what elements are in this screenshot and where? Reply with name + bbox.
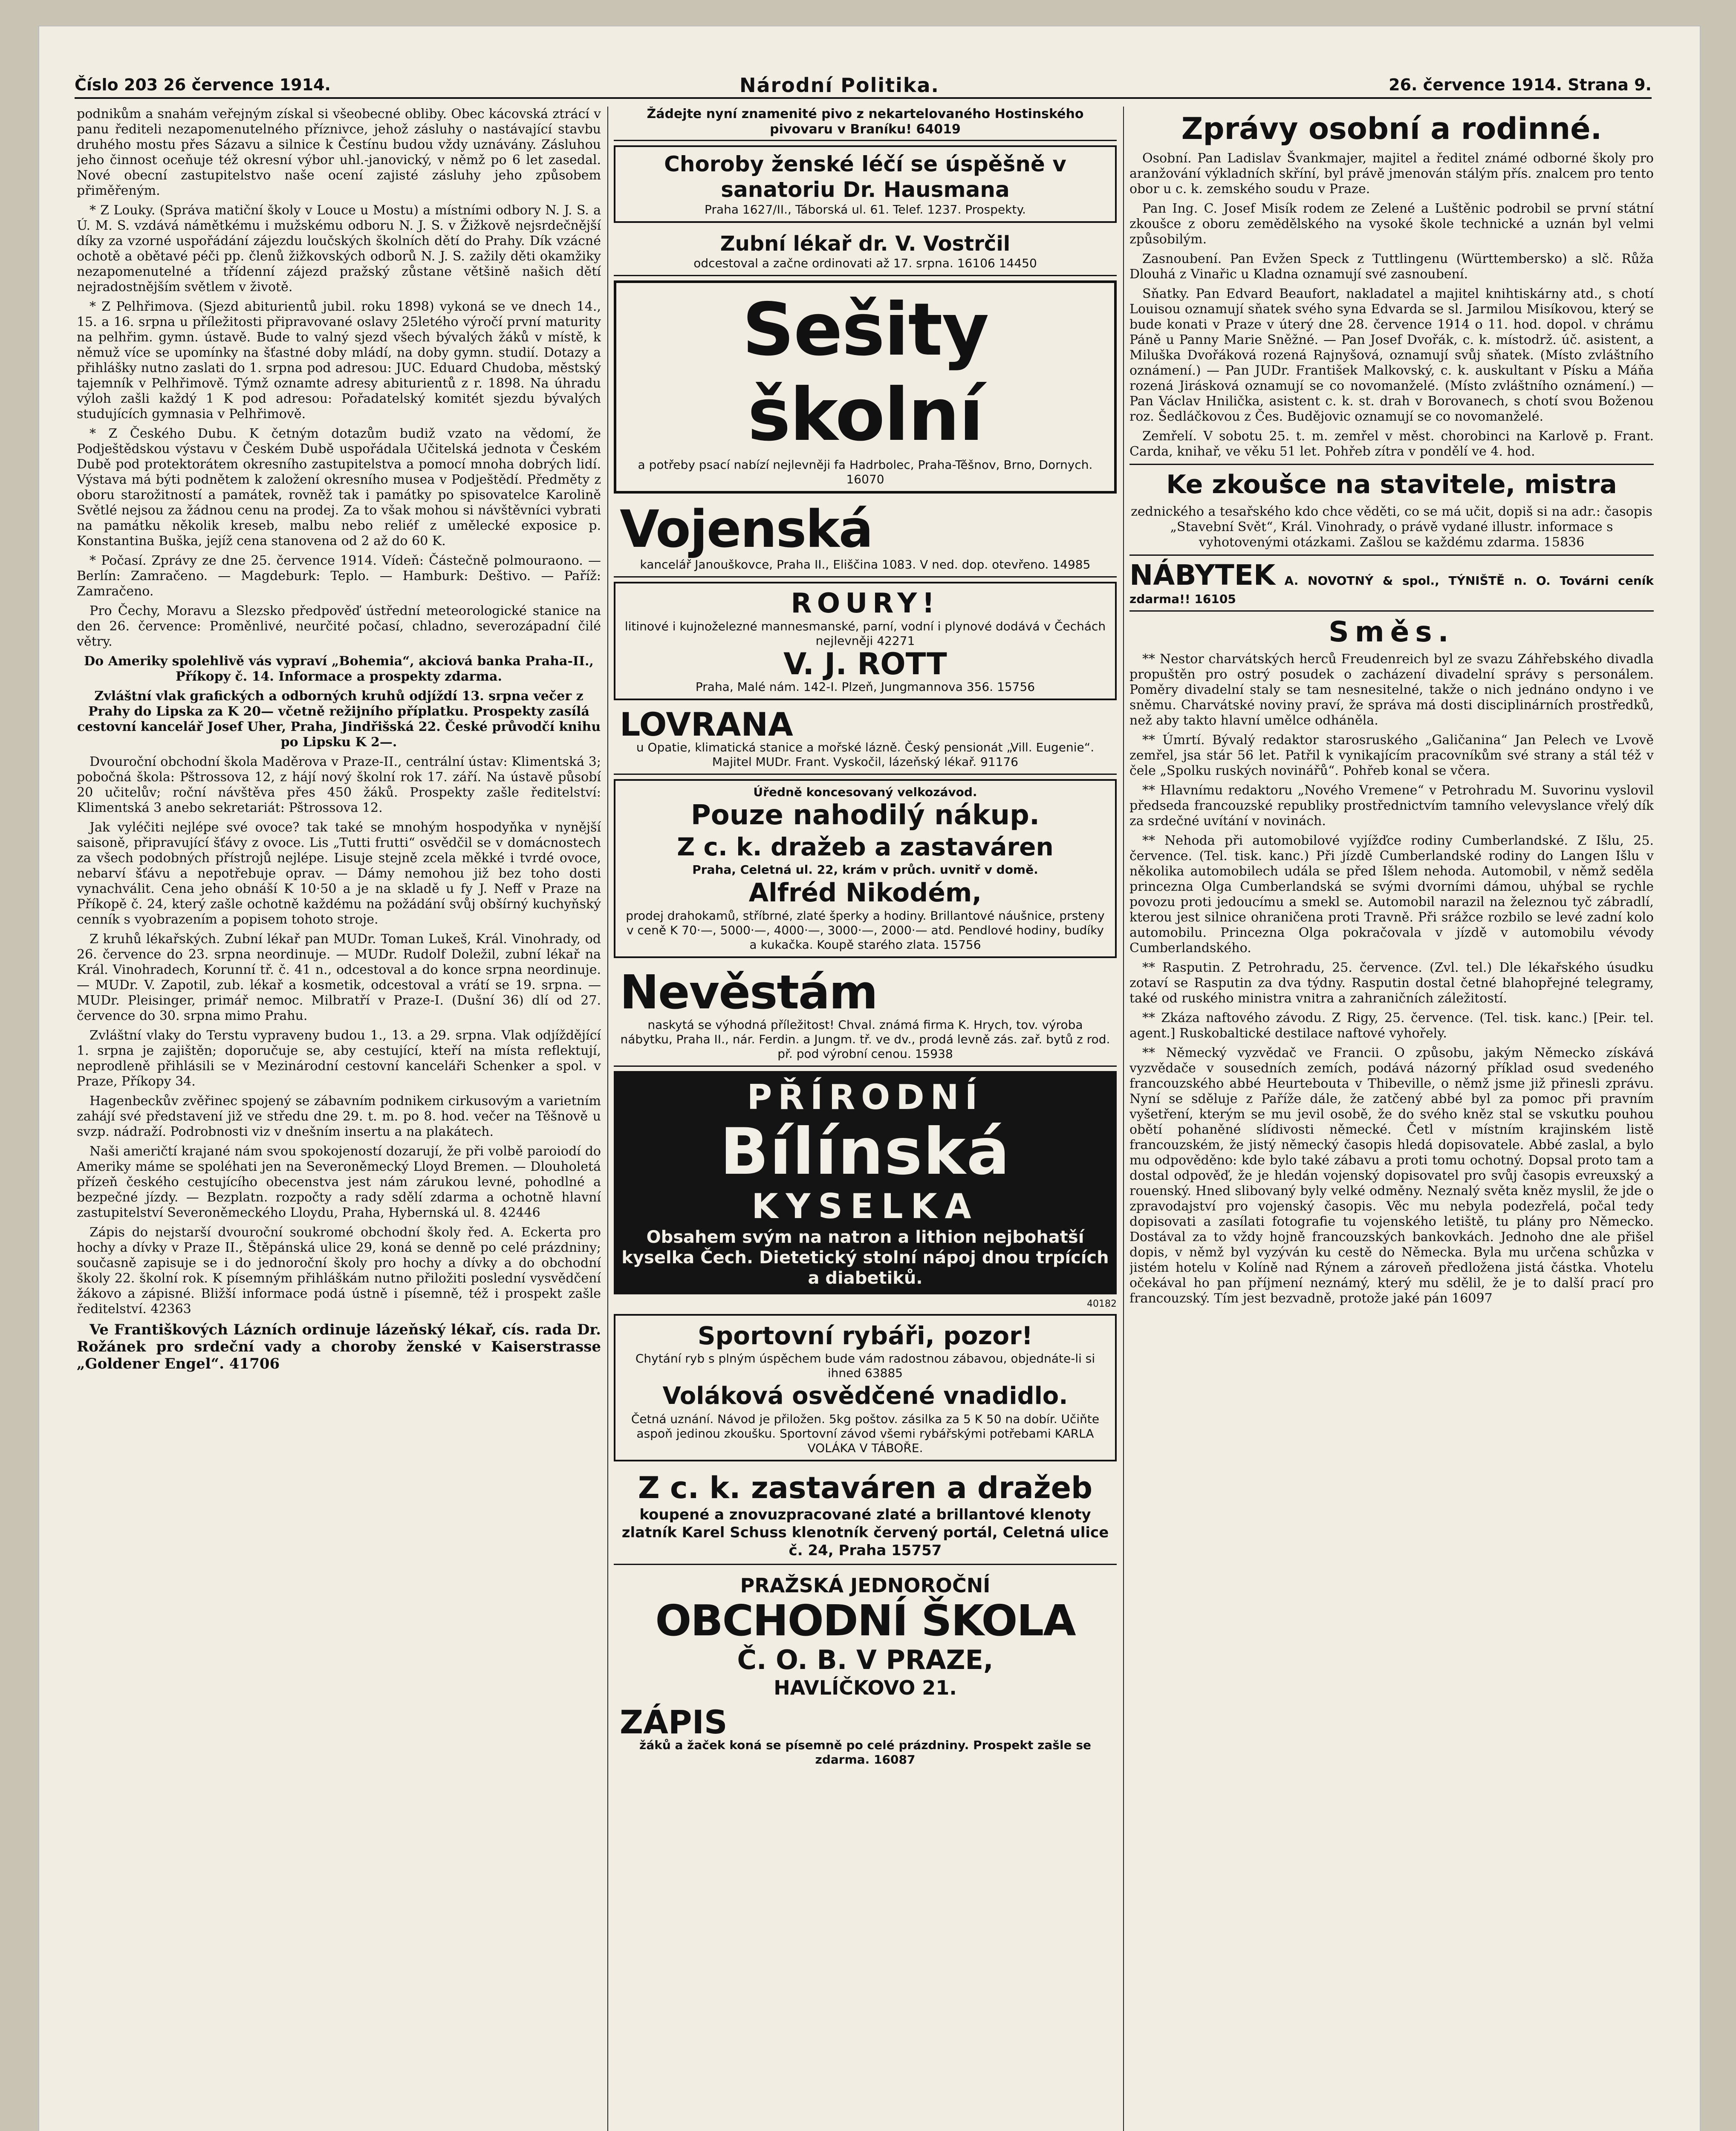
- ad-bilinska-line4: Obsahem svým na natron a lithion nejbohatší kyselka Čech. Dietetický stolní nápoj dnou trpících a diabetiků.: [621, 1227, 1109, 1288]
- ad-zastav-title: Z c. k. zastaváren a dražeb: [638, 1470, 1093, 1505]
- ad-nakup-addr: Praha, Celetná ul. 22, krám v průch. uvnitř v domě.: [692, 863, 1038, 877]
- ad-skola-line3: Č. O. B. V PRAZE,: [737, 1644, 994, 1675]
- ad-rott-sub: Praha, Malé nám. 142-I. Plzeň, Jungmannova 356. 15756: [695, 680, 1035, 694]
- ad-skola: [614, 1569, 1117, 1771]
- ad-roury-sub: litinové i kujnoželezné mannesmanské, parní, vodní i plynové dodává v Čechách nejlevněji 42271: [624, 619, 1106, 648]
- article-paragraph: ** Nestor charvátských herců Freudenreich byl ze svazu Záhřebského divadla propuštěn pro ostrý posudek o zacházení divadelní správy s personálem. Poměry divadelní staly se tam nesnesitelné, takže o nich jednáno ondyno i ve sněmu. Charvátské noviny praví, že správa má dosti disciplinárních prostředků, než aby takto hlavní umělce odháněla.: [1129, 652, 1654, 728]
- ad-roury: [614, 582, 1117, 700]
- ad-volak-sub: Četná uznání. Návod je přiložen. 5kg poštov. zásilka za 5 K 50 na dobír. Učiňte aspoň jedinou zkoušku. Sportovní závod všemi rybářskými potřebami KARLA VOLÁKA V TÁBOŘE.: [631, 1412, 1100, 1455]
- ad-zapis-sub: žáků a žaček koná se písemně po celé prázdniny. Prospekt zašle se zdarma. 16087: [639, 1738, 1091, 1767]
- ad-nevestam: [614, 962, 1117, 1067]
- article-paragraph: Jak vyléčiti nejlépe své ovoce? tak také se mnohým hospodyňka v nynější saisoně, připravující šťávy z ovoce. Lis „Tutti frutti“ osvědčil se v domácnostech za všech podobných přístrojů nejlépe. Lisuje stejně zcela měkké i tvrdé ovoce, nebarví šťávu a nepotřebuje oprav. — Dámy nemohou již bez toho dosti vynachválit. Cena jeho obnáší K 10·50 a je na skladě u fy J. Neff v Praze na Příkopě č. 24, který zašle ochotně každému na požádání svůj obšírný kuchyňský cenník s vyobrazením a popisem tohoto stroje.: [77, 820, 601, 927]
- article-paragraph: podnikům a snahám veřejným získal si všeobecné obliby. Obec kácovská ztrácí v panu řediteli nezapomenutelného příznivce, jehož zásluhy o nastávající stavbu druhého mostu přes Sázavu a silnice k Čestínu budou vždy uznávány. Zásluhou jeho činnost oceňuje též okresní výbor uhl.-janovický, v němž po 6 let zasedal. Nové obecní zastupitelstvo naše ocení zajisté zásluhy jeho způsobem přiměřeným.: [77, 107, 601, 198]
- article-paragraph: ** Zkáza naftového závodu. Z Rigy, 25. července. (Tel. tisk. kanc.) [Peir. tel. agent.] Ruskobaltické destilace naftové vyhořely.: [1129, 1011, 1654, 1041]
- ad-nakup-title2: Z c. k. dražeb a zastaváren: [677, 832, 1054, 861]
- ad-mistra-title: Ke zkoušce na stavitele, mistra: [1166, 470, 1617, 500]
- ad-hausmann: [614, 145, 1117, 223]
- masthead-title: Národní Politika.: [739, 74, 940, 97]
- ad-lovrana: [614, 705, 1117, 775]
- ad-nakup-head: Úředně koncesovaný velkozávod.: [753, 785, 977, 799]
- masthead: [75, 70, 1652, 100]
- ad-bilinska-line3: KYSELKA: [751, 1187, 979, 1226]
- divider: [1129, 464, 1654, 465]
- notice-paragraph: Do Ameriky spolehlivě vás vypraví „Bohemia“, akciová banka Praha-II., Příkopy č. 14. Informace a prospekty zdarma.: [84, 654, 594, 684]
- ad-hausmann-sub: Praha 1627/II., Táborská ul. 61. Telef. 1237. Prospekty.: [705, 202, 1026, 217]
- masthead-date-page: 26. července 1914. Strana 9.: [1389, 75, 1652, 94]
- ad-nikodem-title: Alfréd Nikodém,: [748, 878, 982, 908]
- article-paragraph: ** Úmrtí. Bývalý redaktor starosruského „Galičanina“ Jan Pelech ve Lvově zemřel, jsa stár 56 let. Patřil k vynikajícím pracovníkům své strany a stál též v čele „Spolku ruských novinářů“. Pohřeb konal se včera.: [1129, 733, 1654, 778]
- notice-paragraph: Zvláštní vlak grafických a odborných kruhů odjíždí 13. srpna večer z Prahy do Lipska za K 20— včetně režijního příplatku. Prospekty zasílá cestovní kancelář Josef Uher, Praha, Jindřišská 22. České průvodčí knihu po Lipsku K 2—.: [77, 689, 601, 750]
- ad-rybari: [614, 1314, 1117, 1461]
- article-paragraph: Dvouroční obchodní škola Maděrova v Praze-II., centrální ústav: Klimentská 3; pobočná škola: Pštrossova 12, z hájí nový školní rok 17. září. Na ústavě působí 20 učitelův; roční návštěva přes 450 žáků. Prospekty zašle ředitelství: Klimentská 3 anebo sekretariát: Pštrossova 12.: [77, 754, 601, 815]
- ad-pivo: Žádejte nyní znamenité pivo z nekartelovaného Hostinského pivovaru v Braníku! 64019: [614, 107, 1117, 141]
- ad-bilinska-line1: PŘÍRODNÍ: [747, 1077, 984, 1117]
- masthead-rule: [75, 97, 1652, 99]
- ad-hausmann-title: Choroby ženské léčí se úspěšně v sanatoriu Dr. Hausmana: [664, 152, 1066, 202]
- masthead-issue: Číslo 203 26 července 1914.: [75, 75, 331, 94]
- column-3: [1129, 107, 1654, 2131]
- ad-zastav-sub: koupené a znovuzpracované zlaté a brillantové klenoty zlatník Karel Schuss klenotník červený portál, Celetná ulice č. 24, Praha 15757: [621, 1506, 1109, 1559]
- article-paragraph: Zemřelí. V sobotu 25. t. m. zemřel v měst. chorobinci na Karlově p. Frant. Carda, knihař, ve věku 51 let. Pohřeb zítra v pondělí ve 4. hod.: [1129, 429, 1654, 459]
- ad-nakup-title: Pouze nahodilý nákup.: [690, 800, 1040, 831]
- article-paragraph: ** Hlavnímu redaktoru „Nového Vremene“ v Petrohradu M. Suvorinu vyslovil předseda francouzské republiky prostřednictvím tamního velevyslance vřelý dík za srdečné uvítání v novinách.: [1129, 783, 1654, 829]
- article-paragraph: Zasnoubení. Pan Evžen Speck z Tuttlingenu (Württembersko) a slč. Růža Dlouhá z Vinařic u Kladna oznamují své zasnoubení.: [1129, 251, 1654, 282]
- ad-sesity-title: Sešity školní: [742, 288, 988, 457]
- ad-bilinska-line2: Bílínská: [720, 1115, 1011, 1189]
- article-paragraph: ** Rasputin. Z Petrohradu, 25. července. (Zvl. tel.) Dle lékařského úsudku zotaví se Rasputin za dva týdny. Rasputin dostal četné blahopřejné telegramy, také od ruského ministra vnitra a zahraničních záležitostí.: [1129, 960, 1654, 1006]
- article-paragraph: Zápis do nejstarší dvouroční soukromé obchodní školy řed. A. Eckerta pro hochy a dívky v Praze II., Štěpánská ulice 29, koná se denně po celé prázdniny; současně zapisuje se i do jednoroční školy pro hochy a dívky a do obchodní školy 22. školní rok. K písemným přihláškám nutno přiložiti poslední vysvědčení žákovo a zápisné. Bližší informace podá ústně i písemně, též i prospekt zašle ředitelství. 42363: [77, 1225, 601, 1317]
- article-paragraph: Pan Ing. C. Josef Misík rodem ze Zelené a Luštěnic podrobil se první státní zkoušce z oboru zemědělského na vysoké škole technické a uznán byl velmi způsobilým.: [1129, 201, 1654, 247]
- ad-nabytek-sub: A. NOVOTNÝ & spol., TÝNIŠTĚ n. O. Továrni ceník zdarma!! 16105: [1129, 574, 1654, 606]
- ad-zapis-title: ZÁPIS: [620, 1703, 728, 1741]
- ad-vojenska: [614, 498, 1117, 578]
- divider: [1129, 554, 1654, 556]
- ad-vostrcil: [614, 227, 1117, 276]
- ad-vojenska-title: Vojenská: [620, 500, 872, 559]
- ad-skola-line4: HAVLÍČKOVO 21.: [774, 1676, 957, 1699]
- article-paragraph: Z kruhů lékařských. Zubní lékař pan MUDr. Toman Lukeš, Král. Vinohrady, od 26. července do 23. srpna neordinuje. — MUDr. Rudolf Doležil, zubní lékař na Král. Vinohradech, Korunní tř. č. 41 n., odcestoval a do konce srpna neordinuje. — MUDr. V. Zapotil, zub. lékař a kosmetik, odcestoval a vrátí se 19. srpna. — MUDr. Pleisinger, primář nemoc. Milbratří v Praze-I. (Dušní 36) dlí od 27. července do 30. srpna mimo Prahu.: [77, 932, 601, 1023]
- article-paragraph: Naši američtí krajané nám svou spokojeností dozarují, že při volbě paroiodí do Ameriky máme se spoléhati jen na Severoněmecký Lloyd Bremen. — Dlouholetá přízeň českého cestujícího obecenstva jest nám zárukou levné, pohodlné a bezpečné jízdy. — Bezplatn. rozpočty a rady sdělí zdarma a ochotně hlavní zastupitelství Severoněmeckého Lloydu, Praha, Hybernská ul. 8. 42446: [77, 1144, 601, 1220]
- ad-rybari-sub: Chytání ryb s plným úspěchem bude vám radostnou zábavou, objednáte-li si ihned 63885: [635, 1351, 1095, 1380]
- ad-sesity: [614, 280, 1117, 494]
- article-paragraph: ** Nehoda při automobilové vyjížďce rodiny Cumberlandské. Z Išlu, 25. července. (Tel. tisk. kanc.) Při jízdě Cumberlandské rodiny do Langen Išlu v několika automobilech udála se před Išlem nehoda. Automobil, v němž seděla princezna Olga Cumberlandská se svými dvorními dámou, uhýbal se rychle povozu proti jedoucímu a smekl se. Automobil narazil na železnou tyč zábradlí, kterou jest silnice ohraničena proti Travně. Při srážce rozbilo se levé zadní kolo automobilu. Princezna Olga pokračovala v jízdě v automobilu vévody Cumberlandského.: [1129, 833, 1654, 956]
- article-paragraph: Pro Čechy, Moravu a Slezsko předpověď ústřední meteorologické stanice na den 26. července: Proměnlivé, neurčité počasí, chladno, severozápadní čilé větry.: [77, 603, 601, 649]
- article-paragraph: Zvláštní vlaky do Terstu vypraveny budou 1., 13. a 29. srpna. Vlak odjíždějící 1. srpna je zajištěn; doporučuje se, aby cestující, kteří na místa reflektují, neprodleně přihlásili se v Mezinárodní cestovní kanceláři Schenker a spol. v Praze, Příkopy 34.: [77, 1028, 601, 1089]
- section-heading-personal: Zprávy osobní a rodinné.: [1181, 111, 1602, 146]
- article-paragraph: * Z Českého Dubu. K četným dotazům budiž vzato na vědomí, že Podještědskou výstavu v Českém Dubě uspořádala Učitelská jednota v Českém Dubě pod protektorátem okresního zastupitelstva a pomocí mnoha dobrých lidí. Výstava má býti podnětem k založení okresního musea v Podještědí. Předměty z oboru starožitností a památek, rovněž tak i památky po spisovatelce Karolině Světlé nejsou za žádnou cenu na prodej. Za to však mohou si návštěvníci vybrati na památku několik kreseb, malbu nebo reliéf z umělecké exposice p. Konstantina Buška, jejíž cena stanovena od 2 až do 60 K.: [77, 426, 601, 549]
- ad-bilinska: [614, 1071, 1117, 1294]
- ad-skola-line2: OBCHODNÍ ŠKOLA: [655, 1596, 1075, 1646]
- column-separator: [1123, 107, 1124, 2131]
- ad-sesity-sub: a potřeby psací nabízí nejlevněji fa Hadrbolec, Praha-Těšnov, Brno, Dornych. 16070: [638, 458, 1093, 486]
- ad-rott-title: V. J. ROTT: [783, 647, 947, 681]
- column-1: [77, 107, 601, 2131]
- ad-nabytek-title: NÁBYTEK: [1129, 559, 1276, 592]
- ad-vojenska-sub: kancelář Janouškovce, Praha II., Eliščina 1083. V ned. dop. otevřeno. 14985: [640, 557, 1091, 572]
- ad-nevestam-title: Nevěstám: [620, 965, 877, 1019]
- column-2-ads: [614, 107, 1117, 2131]
- article-paragraph: * Z Louky. (Správa matiční školy v Louce u Mostu) a místními odbory N. J. S. a Ú. M. S. vzdává námětkému i mužskému odboru N. J. S. v Žižkově nejsrdečnější díky za vzorné uspořádání zájezdu loučských školních dětí do Prahy. Dík vzácné ochotě a obětavé péči pp. členů žižkovských odborů N. J. S. zažily děti okamžiky nezapomenutelné a třídenní zájezd pražský zůstane většině našich dětí nejradostnějším světlem v životě.: [77, 203, 601, 295]
- notice-paragraph: Ve Františkových Lázních ordinuje lázeňský lékař, cís. rada Dr. Rožánek pro srdeční vady a choroby ženské v Kaiserstrasse „Goldener Engel“. 41706: [77, 1321, 601, 1372]
- ad-volak-title: Voláková osvědčené vnadidlo.: [662, 1382, 1068, 1410]
- ad-vostrcil-title: Zubní lékař dr. V. Vostrčil: [720, 232, 1011, 256]
- article-paragraph: * Počasí. Zprávy ze dne 25. července 1914. Vídeň: Částečně polmouraono. — Berlín: Zamračeno. — Magdeburk: Teplo. — Hamburk: Deštivo. — Paříž: Zamračeno.: [77, 553, 601, 599]
- ad-rybari-title: Sportovní rybáři, pozor!: [697, 1321, 1033, 1350]
- article-paragraph: Osobní. Pan Ladislav Švankmajer, majitel a ředitel známé odborné školy pro aranžování výkladních skříní, byl právě jmenován stálým přís. znalcem pro tento obor u c. k. zemského soudu v Praze.: [1129, 151, 1654, 196]
- ad-nikodem-sub: prodej drahokamů, stříbrné, zlaté šperky a hodiny. Brillantové náušnice, prsteny v ceně K 70·—, 5000·—, 4000·—, 3000·—, 2000·— atd. Pendlové hodiny, budíky a kukačka. Koupě starého zlata. 15756: [626, 909, 1105, 952]
- ad-skola-line1: PRAŽSKÁ JEDNOROČNÍ: [740, 1574, 991, 1597]
- article-paragraph: ** Německý vyzvědač ve Francii. O způsobu, jakým Německo získává vyzvědače v sousedních zemích, podává názorný příklad osud svedeného francouzského abbé Heurteboutа v Thibeville, o němž jsme již přinesli zprávu. Nyní se sděluje z Paříže dále, že zatčený abbé byl za pomoc při pravním vyšetření, kterým se mu jevil osobě, že do svého kněz stal se vskutku pouhou obětí pohaněné slídivosti německé. Četl v místním krajinském listě francouzském, že jistý německý časopis hledá dopisovatele. Abbé zaslal, a bylo mu odpověděno: kde bylo také zábavu a proti tomu ochotný. Dopsal proto tam a dostal odpověď, že je hledán vojenský dopisovatel pro svůj časopis evreuxský a rouenský. Hned slibovaný byly velké odměny. Neznalý světa kněz myslil, že jde o zpravodajství pro vojenský časopis. Věc mu nebyla podezřelá, počal tedy dopisovati a zasílati fotografie tu vojenského letiště, tu plány pro Německo. Dostával za to vždy hojně francouzských bankovkách. Jednoho dne ale přišel dopis, v němž byl vyzýván ku cestě do Německa. Byla mu určena schůzka v jistém hotelu v Kolíně nad Rýnem a zároveň předložena jistá částka. Vhotelu očekával ho pan příjmení neznámý, který mu sdělil, že je to další prací pro francouzský. Tím jest bezvadně, protože jaké pán 16097: [1129, 1045, 1654, 1306]
- column-separator: [607, 107, 608, 2131]
- ad-zastav: [614, 1466, 1117, 1565]
- ad-mistra-sub: zednického a tesařského kdo chce věděti, co se má učit, dopiš si na adr.: časopis „Stavební Svět“, Král. Vinohrady, o právě vydané illustr. informace s vyhotovenými otázkami. Zašlou se každému zdarma. 15836: [1131, 504, 1652, 550]
- article-paragraph: Hagenbeckův zvěřinec spojený se zábavním podnikem cirkusovým a varietním zahájí své představení již ve středu dne 29. t. m. po 8. hod. večer na Těšnově u svzp. nádraží. Podrobnosti viz v dnešním insertu a na plakátech.: [77, 1094, 601, 1139]
- ad-bilinska-number: 40182: [1087, 1299, 1117, 1309]
- divider: [1129, 610, 1654, 612]
- ad-lovrana-title: LOVRANA: [620, 705, 793, 743]
- ad-nakup: [614, 779, 1117, 958]
- section-heading-smes: Směs.: [1329, 615, 1455, 648]
- ad-nabytek: [1129, 559, 1654, 607]
- ad-vostrcil-sub: odcestoval a začne ordinovati až 17. srpna. 16106 14450: [693, 256, 1037, 270]
- ad-nevestam-sub: naskytá se výhodná příležitost! Chval. známá firma K. Hrych, tov. výroba nábytku, Praha II., nár. Ferdin. a Jungm. tř. ve dv., prodá levně zás. zař. bytů z rod. př. pod výrobní cenou. 15938: [620, 1018, 1110, 1061]
- ad-roury-title: ROURY!: [791, 588, 940, 619]
- ad-lovrana-sub: u Opatie, klimatická stanice a mořské lázně. Český pensionát „Vill. Eugenie“. Majitel MUDr. Frant. Vyskočil, lázeňský lékař. 91176: [636, 740, 1095, 769]
- article-paragraph: * Z Pelhřimova. (Sjezd abiturientů jubil. roku 1898) vykoná se ve dnech 14., 15. a 16. srpna u příležitosti připravované oslavy 25letého výročí první maturity na pelhřim. gymn. ústavě. Bude to valný sjezd všech bývalých žáků v místě, k němuž více se upomínky na šťastné doby mládí, na doby gymn. studií. Dotazy a přihlášky nutno zaslati do 1. srpna pod adresou: JUC. Eduard Chudoba, městský tajemník v Pelhřimově. Týmž oznamte adresy abiturientů z r. 1898. Na úhradu výloh zašli každý 1 K pod adresou: Pořadatelský komitét sjezdu bývalých studujících gymnasia v Pelhřimově.: [77, 299, 601, 422]
- article-paragraph: Sňatky. Pan Edvard Beaufort, nakladatel a majitel knihtiskárny atd., s chotí Louisou oznamují sňatek svého syna Edvarda se sl. Jarmilou Misíkovou, který se bude konati v Praze v úterý dne 28. července 1914 o 11. hod. dopol. v chrámu Páně u Panny Marie Sněžné. — Pan Josef Dvořák, c. k. místodrž. úč. asistent, a Miluška Dvořáková rozená Rajnyšová, oznamují svůj sňatek. (Místo zvláštního oznámení.) — Pan JUDr. František Malkovský, c. k. auskultant v Písku a Máňa rozená Jirásková oznamují se co novomanželé. (Místo zvláštního oznámení.) — Pan Václav Hnilička, asistent c. k. st. drah v Borovanech, s chotí svou Boženou roz. Šedláčkovou z Čes. Budějovic oznamují se co novomanželé.: [1129, 286, 1654, 424]
